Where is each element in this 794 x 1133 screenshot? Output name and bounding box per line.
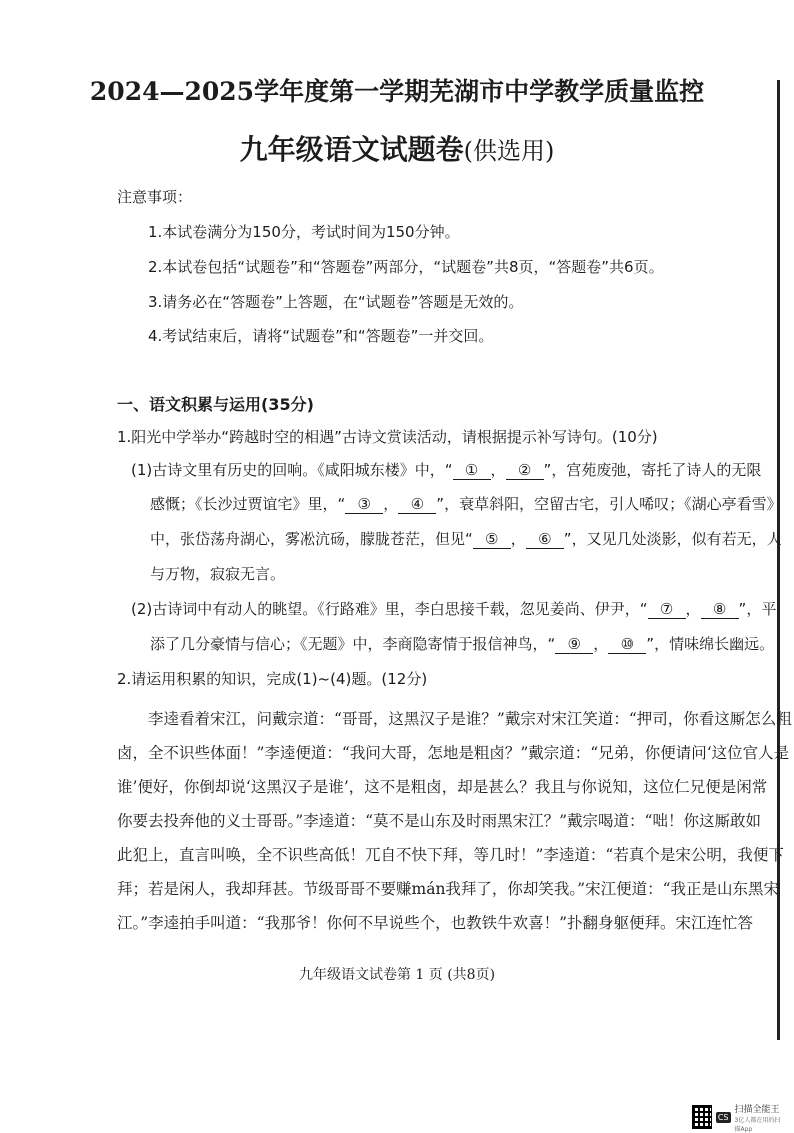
notice-item: 1.本试卷满分为150分，考试时间为150分钟。 — [148, 223, 460, 241]
scanner-tagline: 3亿人都在用的扫描App — [734, 1116, 781, 1133]
passage-line: 谁’便好，你倒却说‘这黑汉子是谁’，这不是粗卤，却是甚么？我且与你说知，这位仁兄便是闲常 — [117, 778, 768, 796]
page-footer: 九年级语文试卷第 1 页 (共8页) — [298, 967, 496, 983]
answer-blank[interactable]: ⑦ — [648, 600, 686, 619]
scanner-watermark — [692, 1103, 786, 1131]
scanner-app-name: 扫描全能王 — [734, 1104, 780, 1115]
question-1-part-1-line: 与万物，寂寂无言。 — [150, 565, 286, 583]
answer-blank[interactable]: ⑨ — [555, 635, 593, 654]
exam-subtitle — [0, 128, 794, 168]
question-1-part-1-line: (1)古诗文里有历史的回响。《咸阳城东楼》中，“ ① ， ② ”，宫苑废弛，寄托了诗人的无限 — [131, 461, 762, 479]
passage-line: 此犯上，直言叫唤，全不识些高低！兀自不快下拜，等几时！”李逵道：“若真个是宋公明，我便下 — [117, 846, 784, 864]
answer-blank[interactable]: ⑧ — [701, 600, 739, 619]
exam-header-title: 2024—2025学年度第一学期芜湖市中学教学质量监控 — [89, 77, 705, 106]
notice-item: 4.考试结束后，请将“试题卷”和“答题卷”一并交回。 — [148, 327, 494, 345]
question-2-stem: 2.请运用积累的知识，完成(1)~(4)题。(12分) — [117, 670, 428, 688]
subtitle-note: (供选用) — [463, 137, 555, 165]
question-1-part-1-line: 感慨；《长沙过贾谊宅》里，“ ③ ， ④ ”，衰草斜阳，空留古宅，引人唏叹；《湖心亭看雪》 — [150, 495, 782, 513]
question-1-part-2-line: (2)古诗词中有动人的眺望。《行路难》里，李白思接千载，忽见姜尚、伊尹，“ ⑦ ， ⑧ ”，平 — [131, 600, 777, 618]
qr-code-icon — [692, 1105, 712, 1129]
passage-line: 你要去投奔他的义士哥哥。”李逵道：“莫不是山东及时雨黑宋江？”戴宗喝道：“咄！你这厮敢如 — [117, 812, 761, 830]
passage-line: 江。”李逵拍手叫道：“我那爷！你何不早说些个，也教铁牛欢喜！”扑翻身躯便拜。宋江连忙答 — [117, 914, 754, 932]
question-1-part-1-line: 中，张岱荡舟湖心，雾凇沆砀，朦胧苍茫，但见“ ⑤ ， ⑥ ”，又见几处淡影，似有若无，人 — [150, 530, 782, 548]
question-1-stem: 1.阳光中学举办“跨越时空的相遇”古诗文赏读活动，请根据提示补写诗句。(10分) — [117, 428, 658, 446]
passage-line: 卤，全不识些体面！”李逵便道：“我问大哥，怎地是粗卤？”戴宗道：“兄弟，你便请问‘这位官人是 — [117, 744, 790, 762]
section-heading: 一、语文积累与运用(35分) — [117, 395, 314, 414]
notice-item: 2.本试卷包括“试题卷”和“答题卷”两部分，“试题卷”共8页，“答题卷”共6页。 — [148, 258, 664, 276]
answer-blank[interactable]: ① — [453, 461, 491, 480]
answer-blank[interactable]: ⑩ — [608, 635, 646, 654]
answer-blank[interactable]: ② — [506, 461, 544, 480]
passage-line: 李逵看着宋江，问戴宗道：“哥哥，这黑汉子是谁？”戴宗对宋江笑道：“押司，你看这厮怎么粗 — [148, 710, 792, 728]
notice-heading: 注意事项： — [117, 188, 193, 206]
cs-logo-icon: CS — [717, 1112, 729, 1122]
notice-item: 3.请务必在“答题卷”上答题，在“试题卷”答题是无效的。 — [148, 293, 524, 311]
answer-blank[interactable]: ⑥ — [526, 530, 564, 549]
passage-line: 拜；若是闲人，我却拜甚。节级哥哥不要赚mán我拜了，你却笑我。”宋江便道：“我正是山东黑宋 — [117, 880, 780, 898]
subtitle-main: 九年级语文试题卷 — [239, 133, 464, 166]
reading-passage — [117, 702, 792, 940]
answer-blank[interactable]: ⑤ — [473, 530, 511, 549]
answer-blank[interactable]: ④ — [398, 495, 436, 514]
answer-blank[interactable]: ③ — [345, 495, 383, 514]
question-1-part-2-line: 添了几分豪情与信心；《无题》中，李商隐寄情于报信神鸟，“ ⑨ ， ⑩ ”，情味绵长幽远。 — [150, 635, 775, 653]
